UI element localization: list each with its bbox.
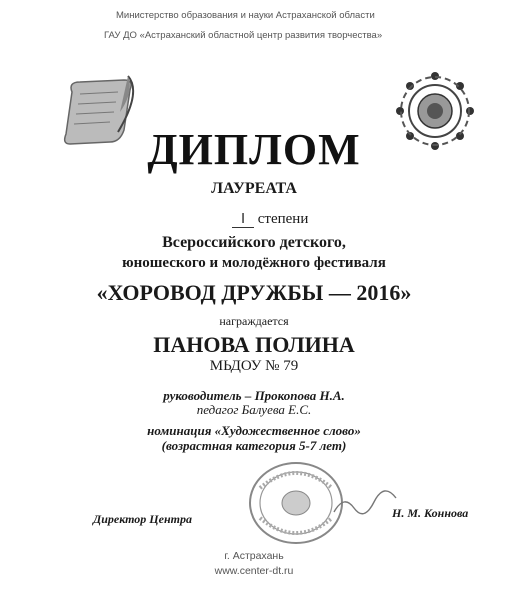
signature-icon: [330, 490, 400, 520]
website: www.center-dt.ru: [214, 565, 294, 577]
city: г. Астрахань: [224, 550, 284, 562]
header-organization: ГАУ ДО «Астраханский областной центр развития творчества»: [104, 30, 383, 41]
leader-line: руководитель – Прокопова Н.А.: [163, 388, 345, 403]
festival-line1: Всероссийского детского,: [162, 234, 346, 251]
festival-name: «ХОРОВОД ДРУЖБЫ — 2016»: [96, 280, 412, 305]
degree-numeral: I: [232, 212, 254, 228]
header-ministry: Министерство образования и науки Астраханской области: [116, 10, 375, 21]
degree-line: [232, 211, 308, 228]
director-label: Директор Центра: [93, 512, 192, 526]
diploma-title: ДИПЛОМ: [147, 125, 361, 174]
nomination-line: номинация «Художественное слово»: [147, 423, 361, 438]
laureate-subtitle: ЛАУРЕАТА: [211, 180, 297, 197]
institution: МЬДОУ № 79: [209, 358, 299, 374]
director-name: Н. М. Коннова: [392, 506, 469, 520]
age-category-line: (возрастная категория 5-7 лет): [161, 438, 347, 453]
recipient-name: ПАНОВА ПОЛИНА: [153, 332, 355, 357]
festival-line2: юношеского и молодёжного фестиваля: [122, 255, 386, 271]
degree-word: степени: [257, 211, 309, 227]
awarded-label: награждается: [219, 314, 289, 328]
teacher-line: педагог Балуева Е.С.: [196, 402, 312, 417]
